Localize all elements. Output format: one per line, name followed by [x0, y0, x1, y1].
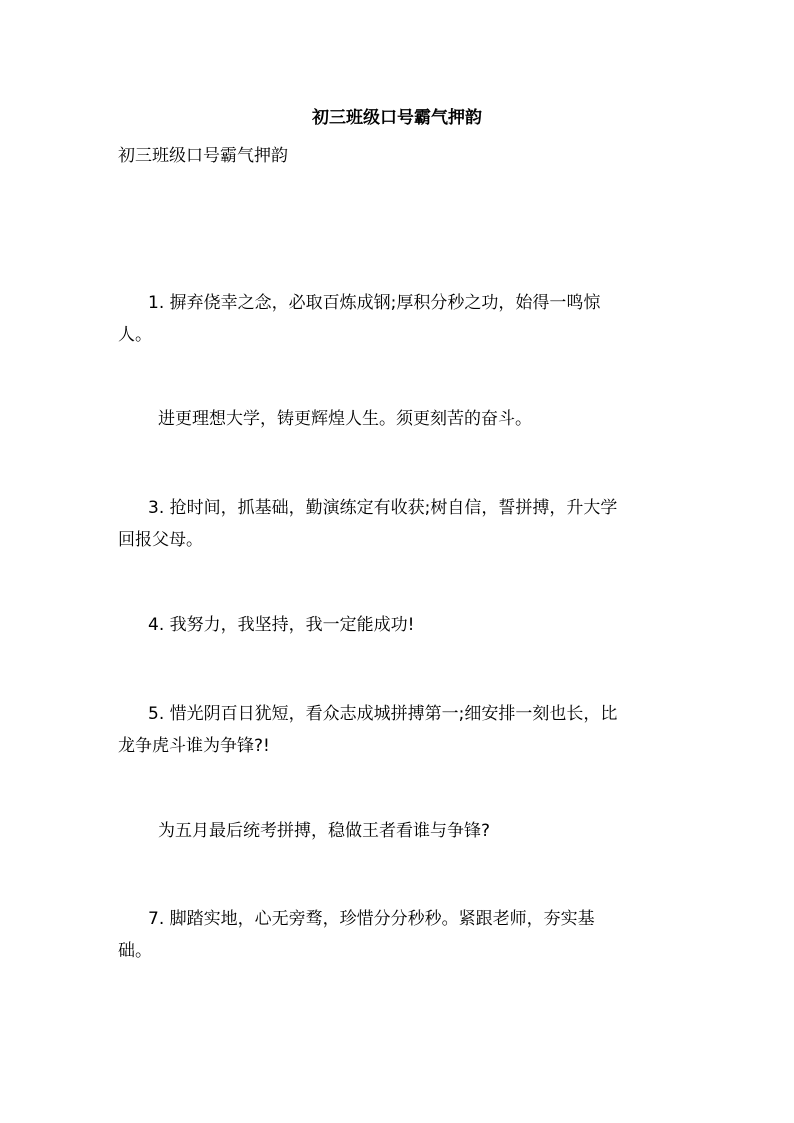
slogan-paragraph	[118, 609, 688, 641]
paragraph-line: 1. 摒弃侥幸之念，必取百炼成钢;厚积分秒之功，始得一鸣惊	[148, 293, 601, 313]
paragraph-line: 回报父母。	[118, 530, 203, 550]
slogan-paragraph	[118, 698, 688, 762]
document-title: 初三班级口号霸气押韵	[312, 108, 482, 128]
slogan-paragraph	[118, 815, 688, 847]
slogan-paragraph	[118, 403, 688, 435]
paragraph-line: 人。	[118, 325, 152, 345]
paragraph-line: 进更理想大学，铸更辉煌人生。须更刻苦的奋斗。	[158, 409, 532, 429]
paragraph-line: 7. 脚踏实地，心无旁骛，珍惜分分秒秒。紧跟老师，夯实基	[148, 909, 595, 929]
paragraph-line: 础。	[118, 941, 152, 961]
paragraph-line: 3. 抢时间，抓基础，勤演练定有收获;树自信，誓拼搏，升大学	[148, 498, 618, 518]
paragraph-line: 龙争虎斗谁为争锋?!	[118, 736, 270, 756]
slogan-paragraph	[118, 903, 688, 967]
paragraph-line: 为五月最后统考拼搏，稳做王者看谁与争锋?	[158, 821, 491, 841]
slogan-paragraph	[118, 492, 688, 556]
paragraph-line: 4. 我努力，我坚持，我一定能成功!	[148, 615, 415, 635]
slogan-paragraph	[118, 287, 688, 351]
paragraph-line: 5. 惜光阴百日犹短，看众志成城拼搏第一;细安排一刻也长，比	[148, 704, 618, 724]
document-subtitle: 初三班级口号霸气押韵	[118, 146, 288, 166]
